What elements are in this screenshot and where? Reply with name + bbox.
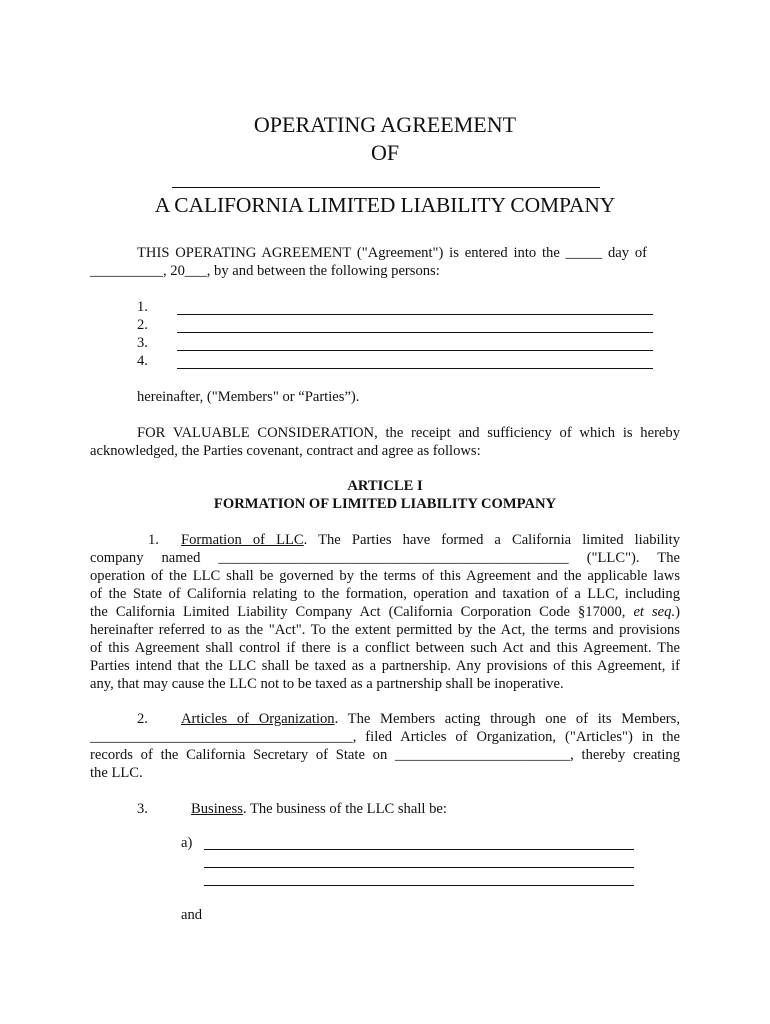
person-2-blank[interactable] — [177, 332, 653, 333]
section-2-line-4: the LLC. — [90, 765, 143, 781]
person-number: 2. — [137, 317, 148, 333]
section-1-lead: . The Parties have formed a California limited liability — [303, 532, 681, 548]
intro-line-1: THIS OPERATING AGREEMENT ("Agreement") is entered into the _____ day of — [137, 245, 647, 261]
person-1-blank[interactable] — [177, 314, 653, 315]
business-line-3-blank[interactable] — [204, 885, 634, 886]
section-1-line-8: Parties intend that the LLC shall be taxed as a partnership. Any provisions of this Agreement, if — [90, 658, 680, 674]
and-text: and — [181, 907, 203, 923]
section-3-number: 3. — [137, 801, 148, 817]
article-title: FORMATION OF LIMITED LIABILITY COMPANY — [213, 496, 557, 512]
business-line-1-blank[interactable] — [204, 849, 634, 850]
person-3-blank[interactable] — [177, 350, 653, 351]
section-1-line-9: any, that may cause the LLC not to be taxed as a partnership shall be inoperative. — [90, 676, 564, 692]
section-2-first-line — [181, 711, 680, 728]
company-heading: A CALIFORNIA LIMITED LIABILITY COMPANY — [154, 193, 616, 217]
section-2-line-3: records of the California Secretary of State on ________________________, thereby creating — [90, 747, 680, 763]
section-1-et-seq: et seq. — [633, 604, 676, 620]
section-2-lead: . The Members acting through one of its Members, — [334, 711, 680, 727]
section-1-line-2: company named ________________________________________________ ("LLC"). The — [90, 550, 680, 566]
consideration-line-2: acknowledged, the Parties covenant, contract and agree as follows: — [90, 443, 481, 459]
section-1-line-4: of the State of California relating to the formation, operation and taxation of a LLC, including — [90, 586, 680, 602]
section-3-first-line — [191, 801, 447, 818]
section-2-heading: Articles of Organization — [181, 711, 335, 727]
person-number: 1. — [137, 299, 148, 315]
consideration-line-1: FOR VALUABLE CONSIDERATION, the receipt and sufficiency of which is hereby — [137, 425, 680, 441]
section-1-line-5b: ) — [675, 604, 680, 620]
company-name-blank[interactable] — [172, 187, 600, 188]
intro-line-2: __________, 20___, by and between the following persons: — [90, 263, 440, 279]
section-1-first-line — [181, 532, 680, 549]
document-title: OPERATING AGREEMENT — [253, 112, 517, 137]
article-number: ARTICLE I — [347, 478, 423, 494]
section-1-number: 1. — [148, 532, 159, 548]
section-2-line-2: ____________________________________, filed Articles of Organization, ("Articles") in the — [90, 729, 680, 745]
person-4-blank[interactable] — [177, 368, 653, 369]
business-line-2-blank[interactable] — [204, 867, 634, 868]
document-title-of: OF — [370, 140, 400, 165]
section-1-heading: Formation of LLC — [181, 532, 304, 548]
business-item-label: a) — [181, 835, 193, 851]
section-1-line-3: operation of the LLC shall be governed by the terms of this Agreement and the applicable laws — [90, 568, 680, 584]
section-2-number: 2. — [137, 711, 148, 727]
section-3-heading: Business — [191, 801, 243, 817]
person-number: 4. — [137, 353, 148, 369]
person-number: 3. — [137, 335, 148, 351]
section-1-line-5a: the California Limited Liability Company Act (California Corporation Code §17000, — [90, 604, 626, 620]
section-1-line-6: hereinafter referred to as the "Act". To the extent permitted by the Act, the terms and provisions — [90, 622, 680, 638]
section-3-lead: . The business of the LLC shall be: — [242, 801, 447, 817]
section-1-line-7: of this Agreement shall control if there is a conflict between such Act and this Agreement. The — [90, 640, 680, 656]
hereinafter-text: hereinafter, ("Members" or “Parties”). — [137, 389, 360, 405]
section-1-line-5 — [90, 604, 680, 621]
